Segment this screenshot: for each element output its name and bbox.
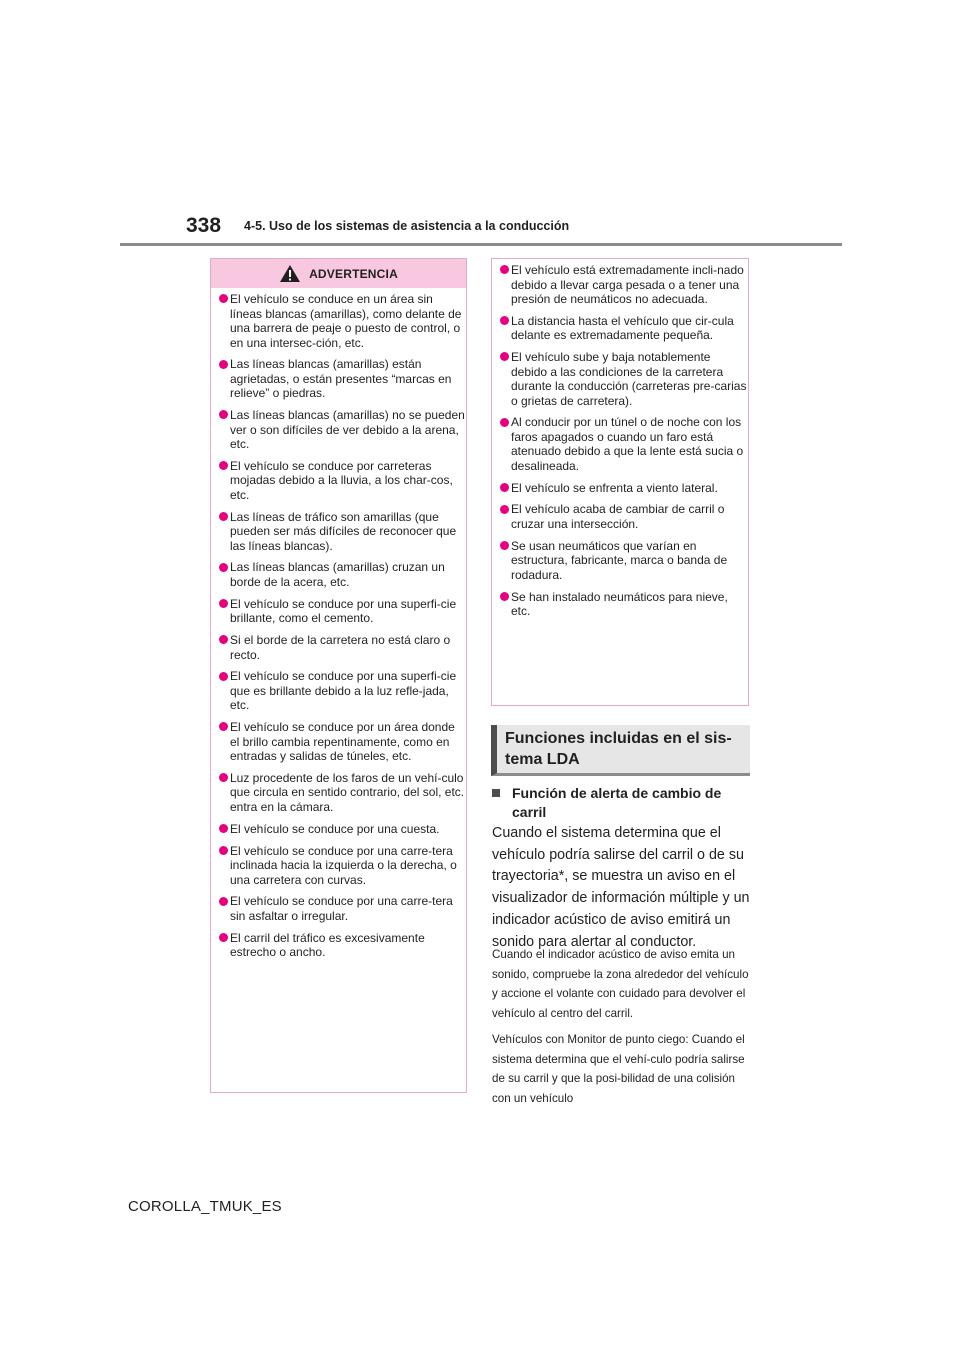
warning-item-text: El vehículo se conduce por una carre-tera inclinada hacia la izquierda o la derecha, o una carretera con curvas. [230,843,457,887]
bullet-icon [500,352,509,361]
warning-item [219,771,466,815]
warning-item [500,350,748,408]
warning-box-continued [491,258,749,706]
warning-item [219,597,466,626]
bullet-icon [219,672,228,681]
warning-item [500,314,748,343]
warning-item [219,844,466,888]
warning-item-text: Se han instalado neumáticos para nieve, etc. [511,589,728,619]
bullet-icon [219,846,228,855]
warning-list-right [492,259,748,619]
functions-body: Cuando el sistema determina que el vehículo podría salirse del carril o de su trayectoria*, se muestra un aviso en el visualizador de información múltiple y un indicador acústico de aviso emitirá un sonido para alertar al conductor. [492,825,750,950]
warning-item [500,415,748,473]
bullet-icon [500,265,509,274]
warning-item [219,560,466,589]
warning-item-text: El vehículo se conduce por una superfi-cie brillante, como el cemento. [230,596,457,626]
functions-note-1: Cuando el indicador acústico de aviso emita un sonido, compruebe la zona alrededor del vehículo y accione el volante con cuidado para devolver el vehículo al centro del carril. [492,948,749,1020]
warning-item-text: Al conducir por un túnel o de noche con los faros apagados o cuando un faro está atenuado debido a que la lente está sucia o desalineada. [511,415,744,473]
bullet-icon [219,294,228,303]
warning-item-text: El vehículo acaba de cambiar de carril o cruzar una intersección. [511,502,725,531]
functions-heading-text: Funciones incluidas en el sis-tema LDA [505,730,732,768]
warning-item [219,669,466,713]
warning-item [219,931,466,960]
bullet-icon [219,360,228,369]
bullet-icon [219,897,228,906]
warning-list-left [211,288,466,960]
warning-item-text: El vehículo se conduce en un área sin líneas blancas (amarillas), como delante de una barrera de peaje o puesto de control, o en una intersec-ción, etc. [230,292,462,350]
warning-item-text: Las líneas blancas (amarillas) cruzan un borde de la acera, etc. [230,560,445,589]
warning-item [500,590,748,619]
bullet-icon [219,410,228,419]
warning-item-text: El vehículo se conduce por una carre-tera sin asfaltar o irregular. [230,894,453,923]
bullet-icon [500,316,509,325]
warning-item-text: El vehículo se enfrenta a viento lateral. [511,480,718,495]
functions-heading [491,725,750,776]
warning-item-text: Se usan neumáticos que varían en estructura, fabricante, marca o banda de rodadura. [511,538,728,582]
bullet-icon [219,461,228,470]
bullet-icon [219,722,228,731]
warning-item [219,510,466,554]
warning-item-text: La distancia hasta el vehículo que cir-cula delante es extremadamente pequeña. [511,313,734,343]
warning-triangle-icon [279,264,301,283]
warning-item [500,263,748,307]
functions-note-2: Vehículos con Monitor de punto ciego: Cuando el sistema determina que el vehí-culo podría salirse de su carril y que la posi-bilidad de una colisión con un vehículo [492,1033,745,1105]
warning-item [219,459,466,503]
warning-item-text: El carril del tráfico es excesivamente estrecho o ancho. [230,930,425,960]
warning-item [219,894,466,923]
warning-item-text: El vehículo se conduce por carreteras mojadas debido a la lluvia, a los char-cos, etc. [230,458,453,502]
header-rule [120,243,842,246]
warning-item [219,633,466,662]
bullet-icon [219,824,228,833]
bullet-icon [219,512,228,521]
page-number: 338 [186,214,222,237]
warning-box [210,258,467,1093]
bullet-icon [219,635,228,644]
warning-item-text: Luz procedente de los faros de un vehí-culo que circula en sentido contrario, del sol, etc. entra en la cámara. [230,770,465,814]
lane-departure-alert-subheading [492,784,750,821]
bullet-icon [500,505,509,514]
warning-item-text: Las líneas de tráfico son amarillas (que pueden ser más difíciles de reconocer que las líneas blancas). [230,509,457,553]
warning-item [219,822,466,837]
section-title: 4-5. Uso de los sistemas de asistencia a la conducción [244,219,570,233]
warning-item [219,357,466,401]
bullet-icon [219,773,228,782]
footer-model-code: COROLLA_TMUK_ES [128,1198,282,1215]
warning-item [219,720,466,764]
warning-item-text: El vehículo se conduce por una superfi-cie que es brillante debido a la luz refle-jada, etc. [230,669,457,713]
subheading-text: Función de alerta de cambio de carril [512,785,722,820]
warning-item-text: El vehículo sube y baja notablemente debido a las condiciones de la carretera durante la conducción (carreteras pre-carias o grietas de carretera). [511,350,747,408]
bullet-icon [500,483,509,492]
bullet-icon [219,563,228,572]
bullet-icon [219,599,228,608]
bullet-icon [219,933,228,942]
warning-item [500,481,748,496]
warning-item [500,539,748,583]
warning-item-text: Las líneas blancas (amarillas) no se pueden ver o son difíciles de ver debido a la arena, etc. [230,408,465,452]
warning-item [500,502,748,531]
bullet-icon [500,541,509,550]
warning-item-text: Las líneas blancas (amarillas) están agrietadas, o están presentes “marcas en relieve” o piedras. [230,357,452,401]
bullet-icon [500,418,509,427]
warning-title: ADVERTENCIA [309,266,398,281]
warning-item-text: El vehículo está extremadamente incli-nado debido a llevar carga pesada o a tener una presión de neumáticos no adecuada. [511,263,744,306]
warning-item [219,292,466,350]
warning-item [219,408,466,452]
square-bullet-icon [492,789,500,797]
bullet-icon [500,592,509,601]
warning-header [211,259,466,288]
warning-item-text: El vehículo se conduce por una cuesta. [230,821,440,836]
warning-item-text: El vehículo se conduce por un área donde el brillo cambia repentinamente, como en entradas y salidas de túneles, etc. [230,720,455,764]
warning-item-text: Si el borde de la carretera no está claro o recto. [230,633,451,662]
